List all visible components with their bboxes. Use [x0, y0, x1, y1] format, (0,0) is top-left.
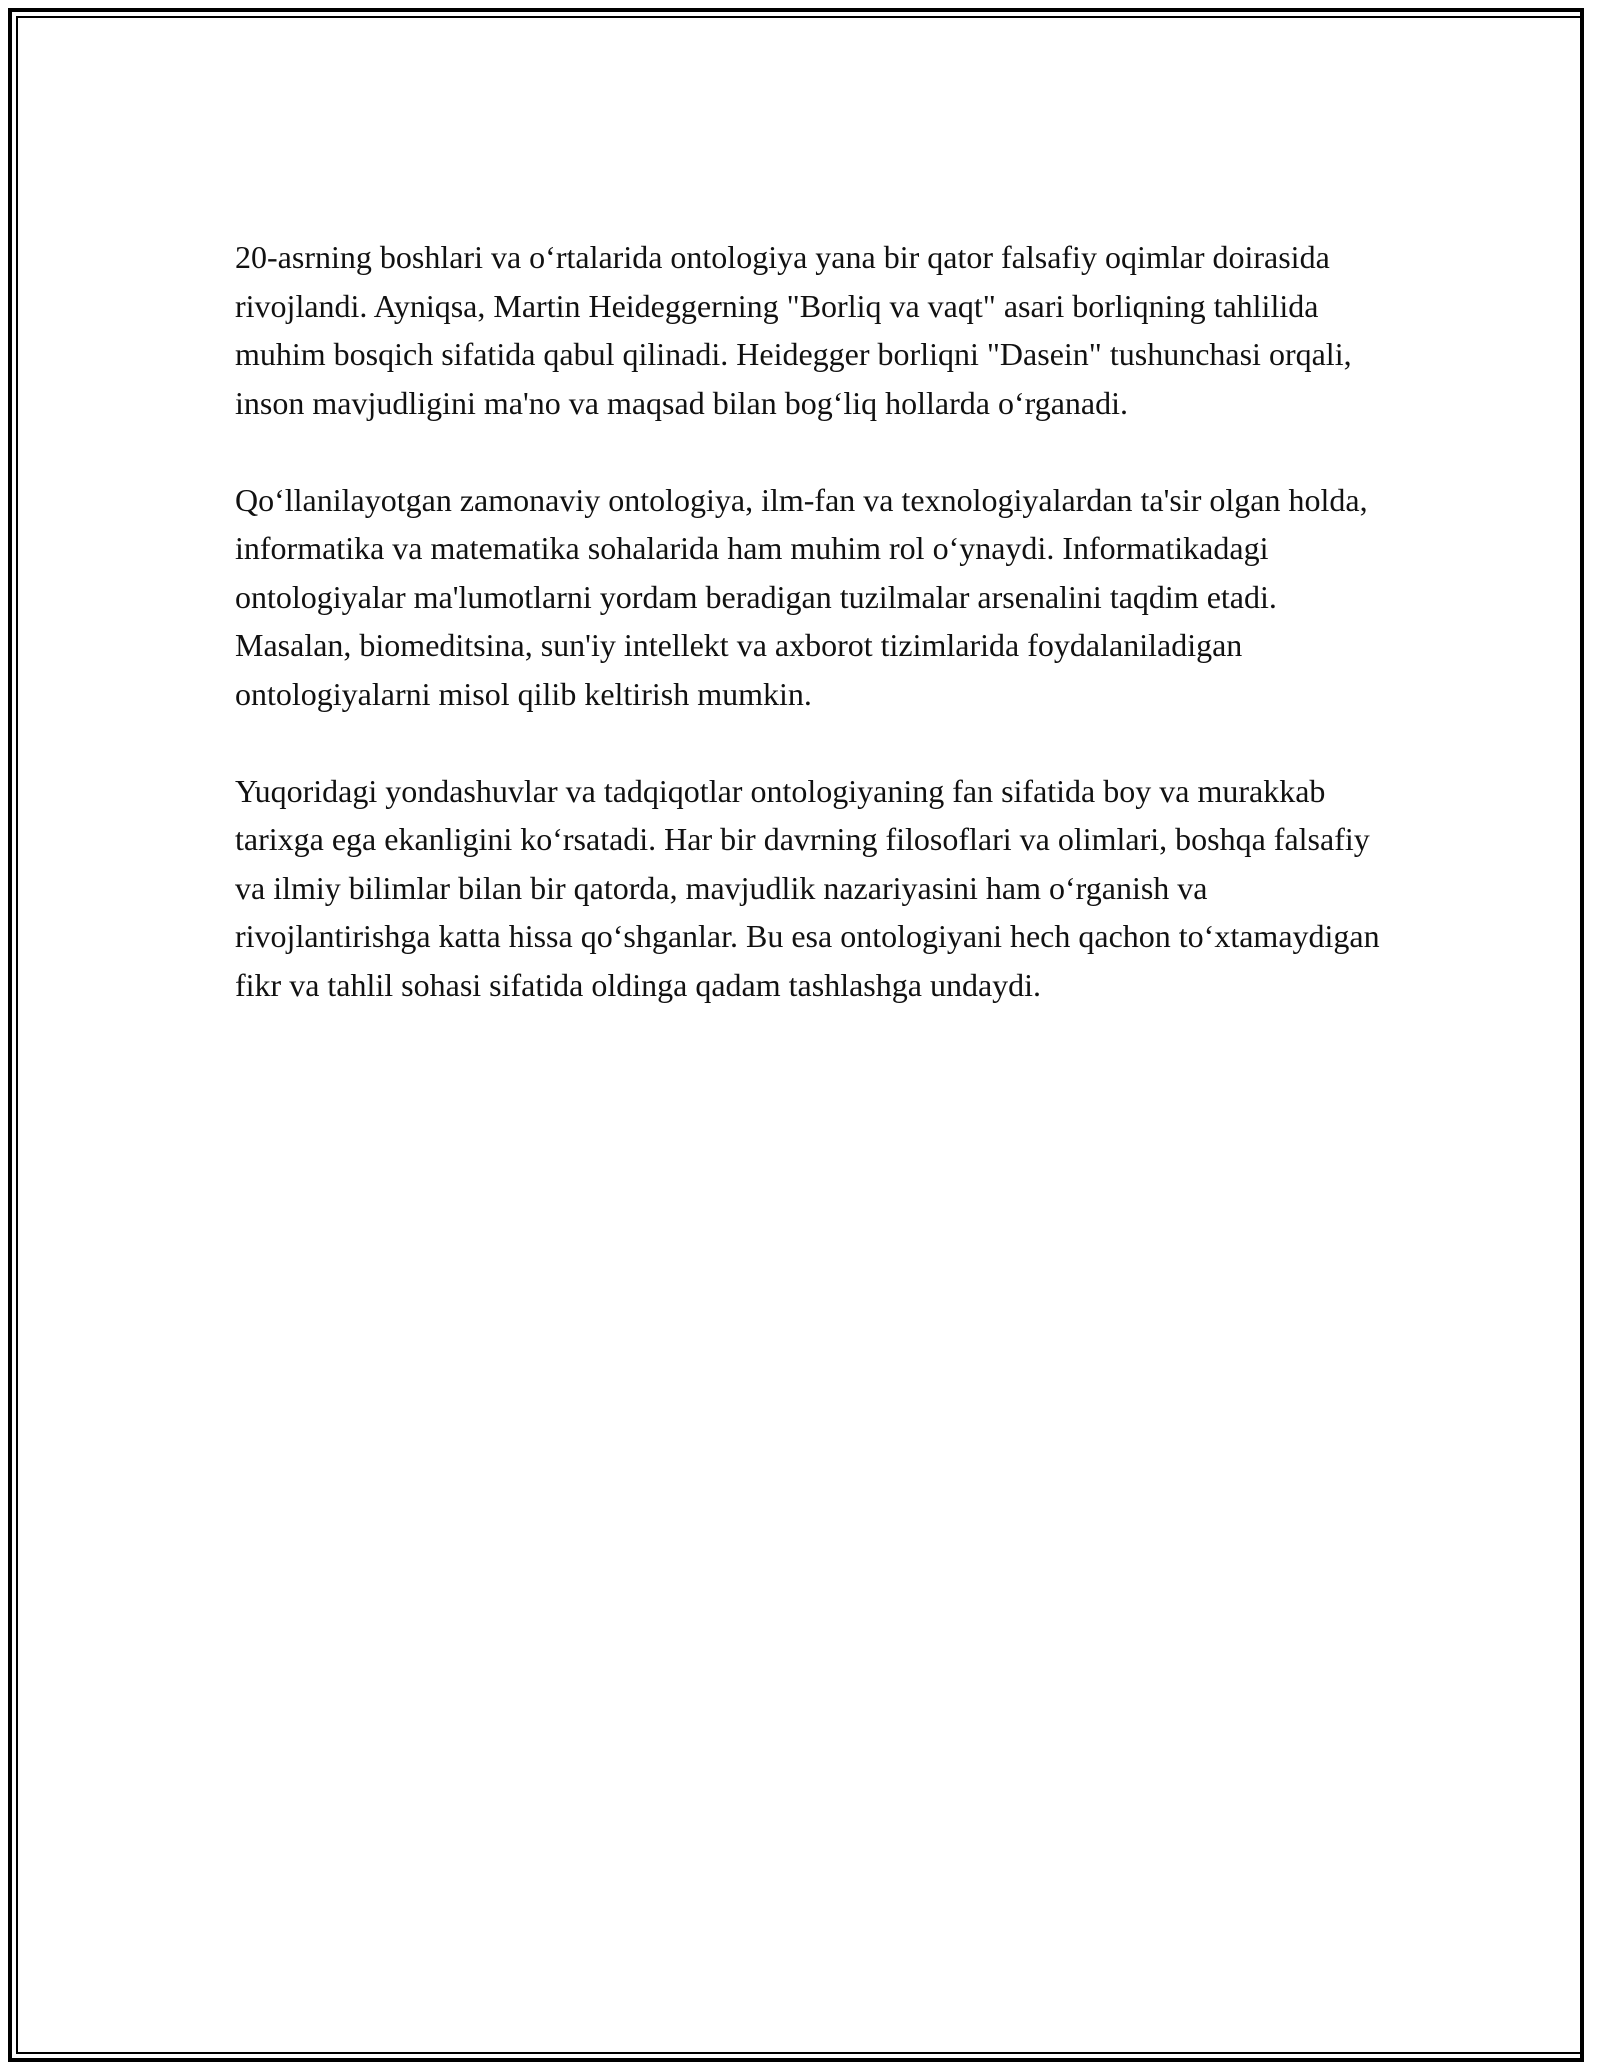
- paragraph-2: Qo‘llanilayotgan zamonaviy ontologiya, ilm-fan va texnologiyalardan ta'sir olgan holda, informatika va matematika sohalarida ham muhim rol o‘ynaydi. Informatikadagi ontologiyalar ma'lumotlarni yordam beradigan tuzilmalar arsenalini taqdim etadi. Masalan, biomeditsina, sun'iy intellekt va axborot tizimlarida foydalaniladigan ontologiyalarni misol qilib keltirish mumkin.: [235, 481, 1368, 712]
- document-body: [235, 233, 1395, 1058]
- paragraph-3: Yuqoridagi yondashuvlar va tadqiqotlar ontologiyaning fan sifatida boy va murakkab tarixga ega ekanligini ko‘rsatadi. Har bir davrning filosoflari va olimlari, boshqa falsafiy va ilmiy bilimlar bilan bir qatorda, mavjudlik nazariyasini ham o‘rganish va rivojlantirishga katta hissa qo‘shganlar. Bu esa ontologiyani hech qachon to‘xtamaydigan fikr va tahlil sohasi sifatida oldinga qadam tashlashga undaydi.: [235, 772, 1380, 1003]
- paragraph-1: 20-asrning boshlari va o‘rtalarida ontologiya yana bir qator falsafiy oqimlar doirasida rivojlandi. Ayniqsa, Martin Heideggerning "Borliq va vaqt" asari borliqning tahlilida muhim bosqich sifatida qabul qilinadi. Heidegger borliqni "Dasein" tushunchasi orqali, inson mavjudligini ma'no va maqsad bilan bog‘liq hollarda o‘rganadi.: [235, 239, 1352, 421]
